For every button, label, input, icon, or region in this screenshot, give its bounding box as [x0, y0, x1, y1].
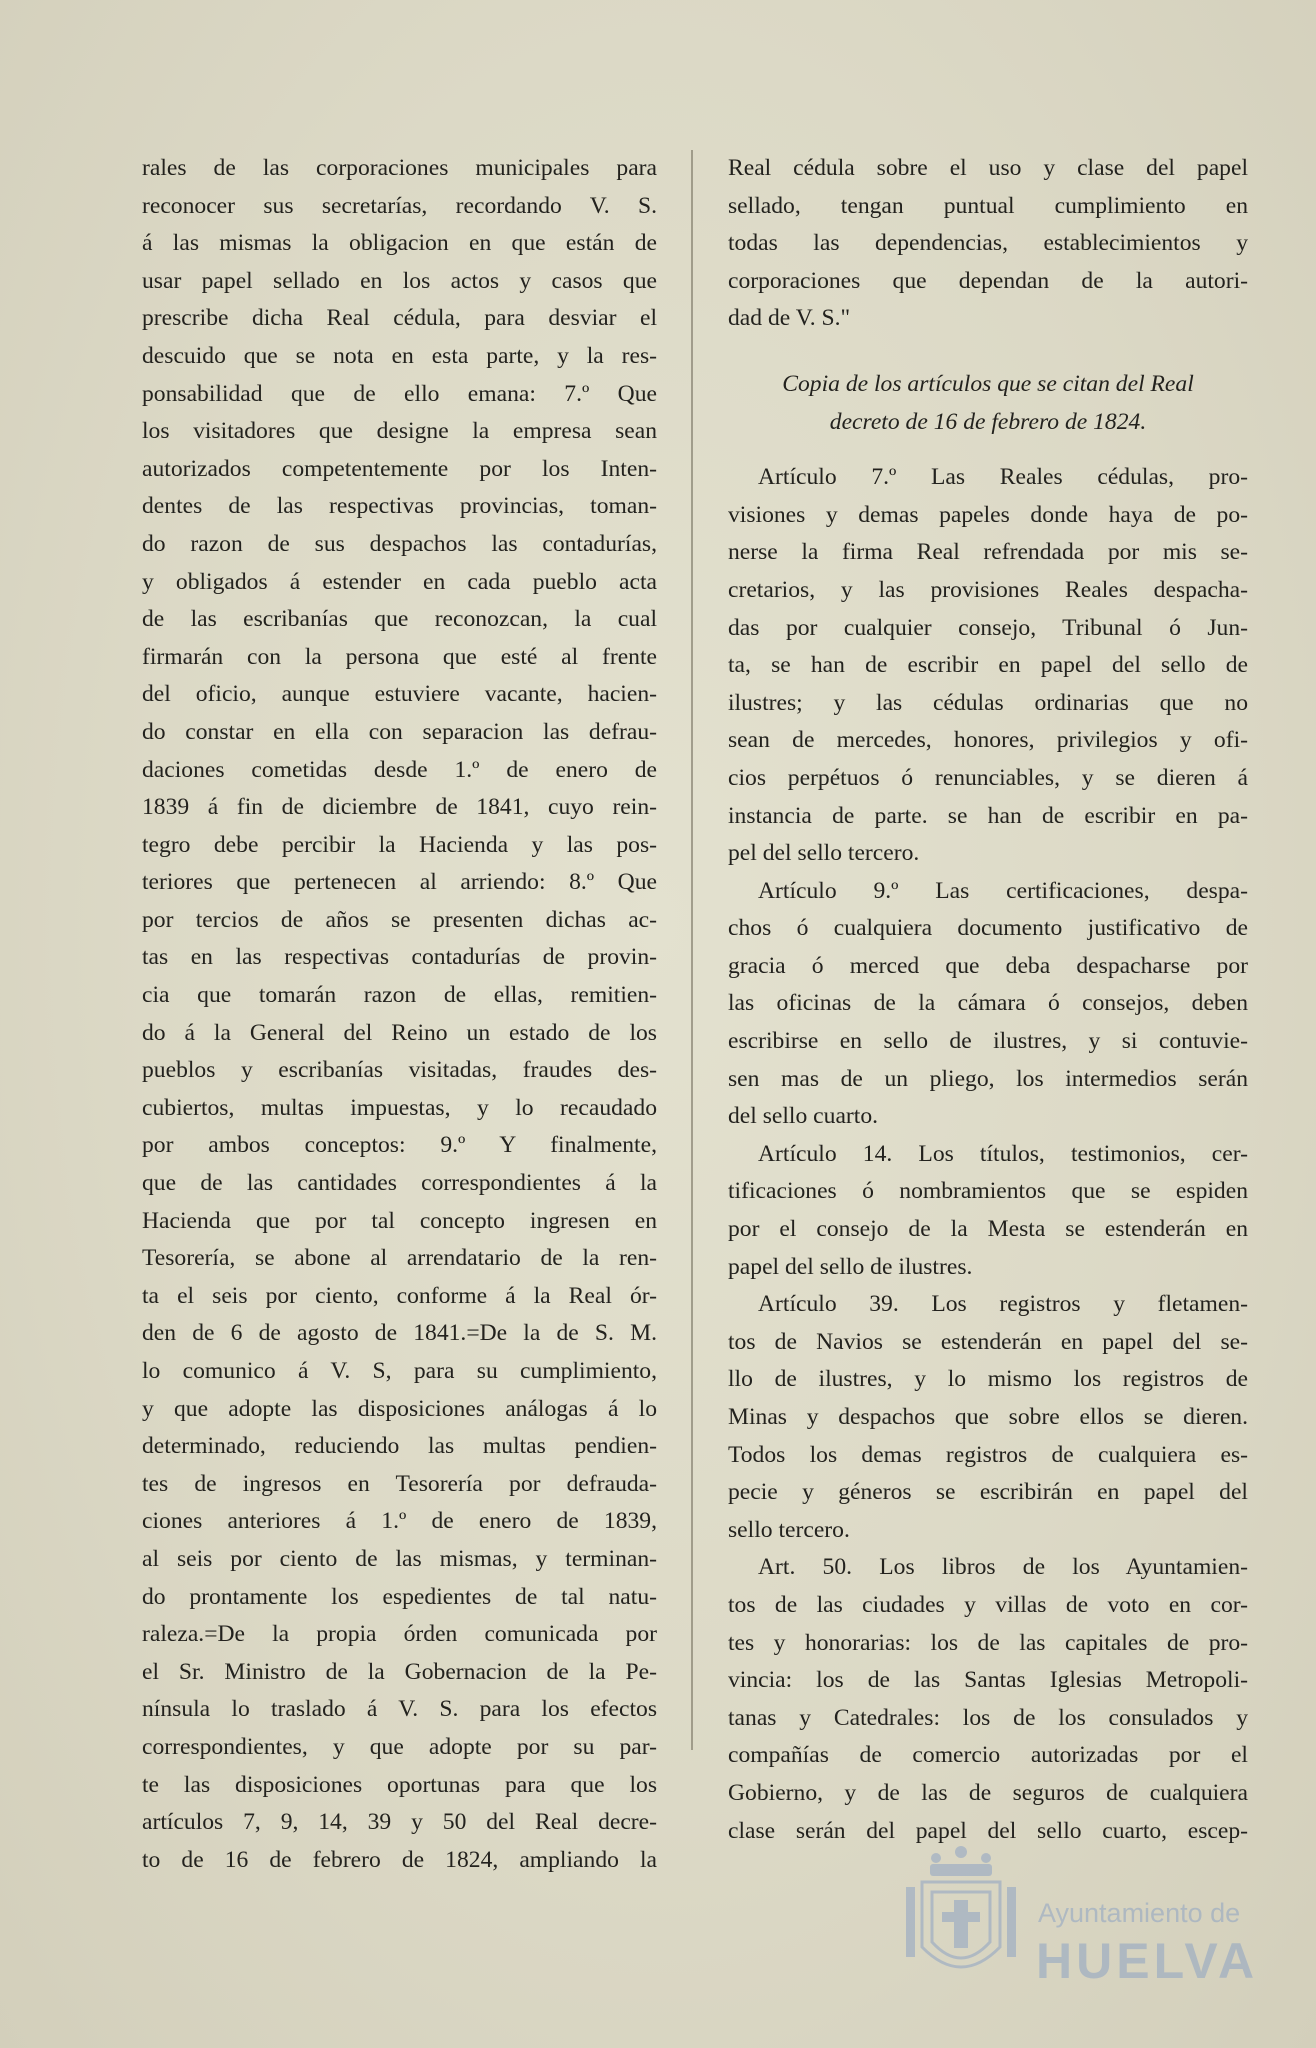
text-line: raleza.=De la propia órden comunicada por: [142, 1621, 657, 1648]
text-line: tes y honorarias: los de las capitales de pro-: [728, 1629, 1248, 1656]
article-paragraph: [728, 873, 1248, 1136]
text-line: corporaciones que dependan de la autori-: [728, 267, 1248, 294]
text-line: gracia ó merced que deba despacharse por: [728, 952, 1248, 979]
text-line: á las mismas la obligacion en que están de: [142, 230, 657, 257]
text-line: pueblos y escribanías visitadas, fraudes des-: [142, 1057, 657, 1084]
text-line: nínsula lo traslado á V. S. para los efectos: [142, 1696, 657, 1723]
text-line: sellado, tengan puntual cumplimiento en: [728, 192, 1248, 219]
text-line: correspondientes, y que adopte por su par-: [142, 1733, 657, 1760]
text-line: teriores que pertenecen al arriendo: 8.º Que: [142, 869, 657, 896]
section-heading-line: Copia de los artículos que se citan del Real: [782, 370, 1194, 397]
text-line: nerse la firma Real refrendada por mis se-: [728, 539, 1248, 566]
text-line: do prontamente los espedientes de tal natu-: [142, 1583, 657, 1610]
text-line: el Sr. Ministro de la Gobernacion de la Pe-: [142, 1658, 657, 1685]
text-line: autorizados competentemente por los Inten-: [142, 455, 657, 482]
text-line: que de las cantidades correspondientes á la: [142, 1170, 657, 1197]
text-line: cia que tomarán razon de ellas, remitien-: [142, 982, 657, 1009]
text-line: tegro debe percibir la Hacienda y las pos-: [142, 831, 657, 858]
text-line: prescribe dicha Real cédula, para desviar el: [142, 305, 657, 332]
column-divider: [691, 150, 693, 1750]
text-line: y obligados á estender en cada pueblo acta: [142, 568, 657, 595]
text-line: cretarios, y las provisiones Reales despacha-: [728, 576, 1248, 603]
text-line: pel del sello tercero.: [728, 840, 920, 867]
text-line: tas en las respectivas contadurías de provin-: [142, 944, 657, 971]
text-line: Art. 50. Los libros de los Ayuntamien-: [758, 1554, 1248, 1581]
text-line: do constar en ella con separacion las defrau-: [142, 718, 657, 745]
article-paragraph: [728, 1549, 1248, 1850]
watermark-line1: Ayuntamiento de: [1038, 1898, 1241, 1928]
text-line: por el consejo de la Mesta se estenderán en: [728, 1216, 1248, 1243]
text-line: Minas y despachos que sobre ellos se dieren.: [728, 1404, 1248, 1430]
text-line: Real cédula sobre el uso y clase del papel: [728, 155, 1248, 181]
text-line: y que adopte las disposiciones análogas á lo: [142, 1395, 657, 1422]
text-line: firmarán con la persona que esté al frente: [142, 643, 657, 670]
text-line: tificaciones ó nombramientos que se espiden: [728, 1178, 1248, 1205]
text-line: usar papel sellado en los actos y casos que: [142, 267, 657, 294]
text-line: determinado, reduciendo las multas pendien-: [142, 1433, 657, 1460]
text-line: por tercios de años se presenten dichas ac-: [142, 906, 657, 933]
text-line: reconocer sus secretarías, recordando V. S.: [142, 192, 657, 219]
text-line: tos de las ciudades y villas de voto en cor-: [728, 1591, 1248, 1618]
text-line: compañías de comercio autorizadas por el: [728, 1742, 1248, 1769]
text-line: Gobierno, y de las de seguros de cualquiera: [728, 1779, 1248, 1806]
text-line: Hacienda que por tal concepto ingresen en: [142, 1207, 657, 1234]
text-line: los visitadores que designe la empresa sean: [142, 418, 657, 445]
text-line: dentes de las respectivas provincias, toman-: [142, 493, 657, 520]
text-line: ilustres; y las cédulas ordinarias que no: [728, 689, 1248, 716]
text-line: ponsabilidad que de ello emana: 7.º Que: [142, 380, 657, 407]
coat-of-arms-icon: [902, 1842, 1020, 1992]
text-line: dad de V. S.": [728, 305, 851, 332]
text-line: papel del sello de ilustres.: [728, 1253, 973, 1280]
text-line: de las escribanías que reconozcan, la cual: [142, 606, 657, 633]
article-paragraph: [728, 1286, 1248, 1549]
text-line: Artículo 39. Los registros y fletamen-: [758, 1291, 1248, 1318]
text-line: Todos los demas registros de cualquiera es-: [728, 1441, 1248, 1468]
text-line: ciones anteriores á 1.º de enero de 1839,: [142, 1508, 657, 1535]
articles-list: [728, 459, 1248, 1850]
text-line: escribirse en sello de ilustres, y si contuvie-: [728, 1028, 1248, 1055]
text-line: 1839 á fin de diciembre de 1841, cuyo rein-: [142, 794, 657, 821]
text-line: descuido que se nota en esta parte, y la res-: [142, 342, 657, 369]
text-line: den de 6 de agosto de 1841.=De la de S. M.: [142, 1320, 657, 1347]
text-line: tos de Navios se estenderán en papel del se-: [728, 1328, 1248, 1355]
text-line: artículos 7, 9, 14, 39 y 50 del Real decre-: [142, 1809, 657, 1836]
text-line: do razon de sus despachos las contadurías,: [142, 530, 657, 557]
text-line: todas las dependencias, establecimientos y: [728, 230, 1248, 257]
text-line: ta el seis por ciento, conforme á la Real ór-: [142, 1282, 657, 1309]
text-line: cubiertos, multas impuestas, y lo recaudado: [142, 1094, 657, 1121]
text-line: tes de ingresos en Tesorería por defrauda-: [142, 1470, 657, 1497]
text-line: ta, se han de escribir en papel del sello de: [728, 652, 1248, 679]
text-line: sello tercero.: [728, 1516, 850, 1543]
watermark-line2: HUELVA: [1036, 1933, 1259, 1989]
text-line: to de 16 de febrero de 1824, ampliando la: [142, 1846, 657, 1873]
text-line: rales de las corporaciones municipales para: [142, 155, 657, 181]
intro-paragraph: [728, 150, 1248, 338]
text-line: instancia de parte. se han de escribir en pa-: [728, 802, 1248, 829]
text-line: tanas y Catedrales: los de los consulados y: [728, 1704, 1248, 1731]
text-line: vincia: los de las Santas Iglesias Metropoli-: [728, 1667, 1248, 1694]
article-paragraph: [728, 1136, 1248, 1286]
text-line: te las disposiciones oportunas para que los: [142, 1771, 657, 1798]
text-line: visiones y demas papeles donde haya de po-: [728, 501, 1248, 528]
text-line: las oficinas de la cámara ó consejos, deben: [728, 990, 1248, 1017]
ayuntamiento-huelva-watermark: [902, 1842, 1259, 1992]
right-text-column: [728, 150, 1248, 1850]
text-line: sean de mercedes, honores, privilegios y ofi-: [728, 727, 1248, 754]
text-line: cios perpétuos ó renunciables, y se dieren á: [728, 764, 1248, 791]
text-line: chos ó cualquiera documento justificativo de: [728, 915, 1248, 942]
text-line: Artículo 14. Los títulos, testimonios, cer-: [758, 1140, 1248, 1167]
text-line: del sello cuarto.: [728, 1103, 879, 1130]
text-line: pecie y géneros se escribirán en papel del: [728, 1479, 1248, 1506]
text-line: del oficio, aunque estuviere vacante, hacien-: [142, 681, 657, 708]
text-line: clase serán del papel del sello cuarto, escep-: [728, 1817, 1248, 1844]
text-line: das por cualquier consejo, Tribunal ó Jun-: [728, 614, 1248, 641]
text-line: llo de ilustres, y lo mismo los registros de: [728, 1366, 1248, 1393]
text-line: por ambos conceptos: 9.º Y finalmente,: [142, 1132, 657, 1159]
text-line: Artículo 9.º Las certificaciones, despa-: [758, 877, 1248, 904]
text-line: Tesorería, se abone al arrendatario de la ren-: [142, 1245, 657, 1272]
left-text-column: [142, 150, 657, 1879]
section-heading: [728, 366, 1248, 441]
text-line: daciones cometidas desde 1.º de enero de: [142, 756, 657, 783]
text-line: al seis por ciento de las mismas, y terminan-: [142, 1545, 657, 1572]
article-paragraph: [728, 459, 1248, 873]
section-heading-line: decreto de 16 de febrero de 1824.: [829, 408, 1147, 435]
text-line: Artículo 7.º Las Reales cédulas, pro-: [758, 464, 1248, 491]
text-line: lo comunico á V. S, para su cumplimiento,: [142, 1358, 657, 1384]
text-line: do á la General del Reino un estado de los: [142, 1019, 657, 1046]
text-line: sen mas de un pliego, los intermedios serán: [728, 1065, 1248, 1092]
